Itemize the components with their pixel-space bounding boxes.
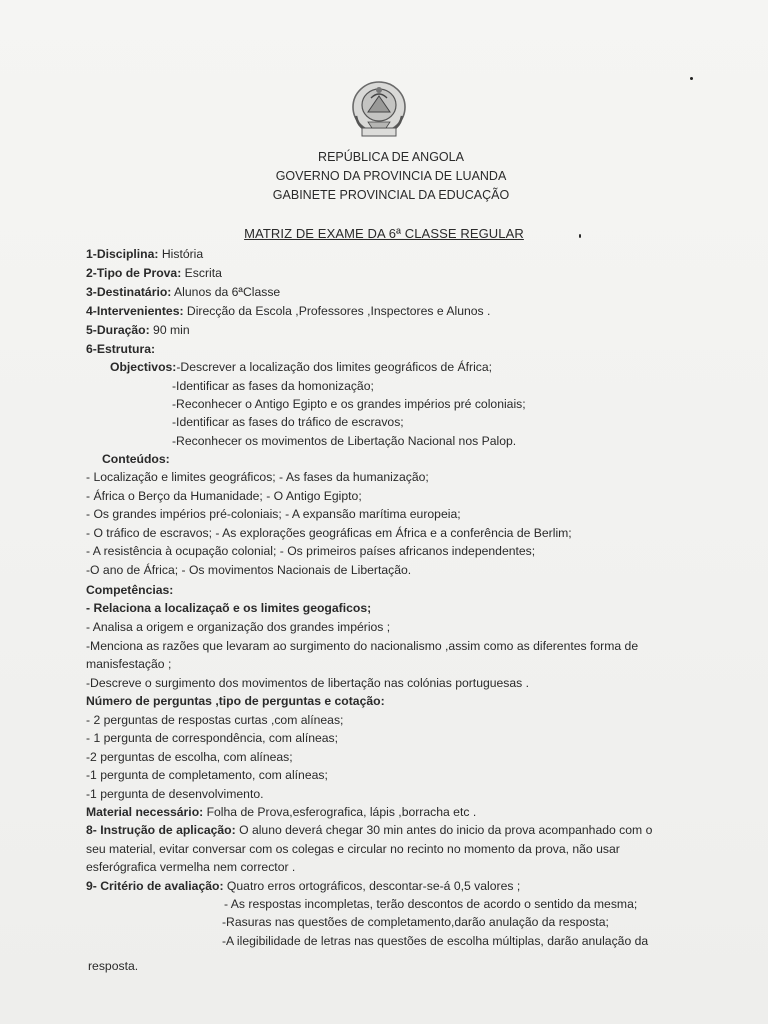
criteria-last-line: resposta. — [88, 959, 139, 973]
list-item: -1 pergunta de completamento, com alíneas; — [86, 768, 328, 782]
document-title: MATRIZ DE EXAME DA 6ª CLASSE REGULAR — [244, 226, 524, 241]
list-item: -Identificar as fases da homonização; — [172, 379, 374, 393]
list-item: -1 pergunta de desenvolvimento. — [86, 787, 264, 801]
competencies-label: Competências: — [86, 583, 174, 597]
list-item: - 2 perguntas de respostas curtas ,com alíneas; — [86, 713, 344, 727]
list-item: - Relaciona a localizaçaõ e os limites geogaficos; — [86, 601, 372, 615]
list-item: -Identificar as fases do tráfico de escravos; — [172, 415, 404, 429]
list-item: -A ilegibilidade de letras nas questões de escolha múltiplas, darão anulação da — [222, 934, 649, 948]
field-label: 3-Destinatário: — [86, 285, 172, 299]
institution-header — [0, 148, 768, 205]
instructions-text: O aluno deverá chegar 30 min antes do inicio da prova acompanhado com o — [235, 823, 653, 837]
objectives-first — [110, 359, 492, 375]
header-government: GOVERNO DA PROVINCIA DE LUANDA — [275, 169, 507, 183]
instructions-label: 8- Instrução de aplicação: — [86, 823, 236, 837]
field-label: 2-Tipo de Prova: — [86, 266, 182, 280]
field-value: Escrita — [181, 266, 222, 280]
list-item: - 1 pergunta de correspondência, com alíneas; — [86, 731, 339, 745]
field-value: Direcção da Escola ,Professores ,Inspectores e Alunos . — [183, 304, 491, 318]
list-item: -Reconhecer os movimentos de Libertação Nacional nos Palop. — [172, 434, 517, 448]
field-label: 6-Estrutura: — [86, 342, 156, 356]
list-item: - Os grandes impérios pré-coloniais; - A expansão marítima europeia; — [86, 507, 461, 521]
field-recipient — [86, 284, 280, 300]
objectives-label: Objectivos: — [110, 360, 177, 374]
list-item: -Reconhecer o Antigo Egipto e os grandes impérios pré coloniais; — [172, 397, 526, 411]
list-item: -2 perguntas de escolha, com alíneas; — [86, 750, 293, 764]
list-item: manisfestação ; — [86, 657, 172, 671]
instructions-line-2: seu material, evitar conversar com os colegas e circular no recinto no momento da prova, não usar — [86, 842, 620, 856]
field-structure — [86, 341, 155, 357]
field-label: 5-Duração: — [86, 323, 150, 337]
criteria-line-1 — [86, 878, 520, 894]
material-label: Material necessário: — [86, 805, 204, 819]
list-item: - As respostas incompletas, terão descontos de acordo o sentido da mesma; — [224, 897, 638, 911]
list-item: - O tráfico de escravos; - As explorações geográficas em África e a conferência de Berlim; — [86, 526, 572, 540]
angola-coat-of-arms-icon — [346, 78, 412, 140]
field-label: 4-Intervenientes: — [86, 304, 184, 318]
header-office: GABINETE PROVINCIAL DA EDUCAÇÃO — [272, 188, 510, 202]
criteria-text: Quatro erros ortográficos, descontar-se-á 0,5 valores ; — [223, 879, 521, 893]
list-item: - Analisa a origem e organização dos grandes impérios ; — [86, 620, 391, 634]
instructions-line-1 — [86, 822, 652, 838]
list-item: - África o Berço da Humanidade; - O Antigo Egipto; — [86, 489, 362, 503]
field-duration — [86, 322, 190, 338]
list-item: -Descreve o surgimento dos movimentos de libertação nas colónias portuguesas . — [86, 676, 530, 690]
scan-speck — [690, 77, 693, 80]
field-discipline — [86, 246, 203, 262]
field-value: 90 min — [149, 323, 190, 337]
list-item: - Localização e limites geográficos; - As fases da humanização; — [86, 470, 429, 484]
list-item: -Menciona as razões que levaram ao surgimento do nacionalismo ,assim como as diferentes forma de — [86, 639, 639, 653]
material-value: Folha de Prova,esferografica, lápis ,borracha etc . — [203, 805, 477, 819]
questions-label: Número de perguntas ,tipo de perguntas e cotação: — [86, 694, 385, 708]
instructions-line-3: esferógrafica vermelha nem corrector . — [86, 860, 296, 874]
field-label: 1-Disciplina: — [86, 247, 159, 261]
field-participants — [86, 303, 490, 319]
list-item: -O ano de África; - Os movimentos Nacionais de Libertação. — [86, 563, 412, 577]
list-item: -Rasuras nas questões de completamento,darão anulação da resposta; — [222, 915, 609, 929]
field-value: História — [158, 247, 204, 261]
list-item: - A resistência à ocupação colonial; - Os primeiros países africanos independentes; — [86, 544, 536, 558]
criteria-label: 9- Critério de avaliação: — [86, 879, 224, 893]
field-exam-type — [86, 265, 222, 281]
scan-speck — [579, 234, 581, 238]
header-republic: REPÚBLICA DE ANGOLA — [318, 150, 464, 164]
contents-label: Conteúdos: — [102, 452, 170, 466]
material-line — [86, 804, 476, 820]
list-item: -Descrever a localização dos limites geográficos de África; — [176, 360, 493, 374]
field-value: Alunos da 6ªClasse — [171, 285, 281, 299]
